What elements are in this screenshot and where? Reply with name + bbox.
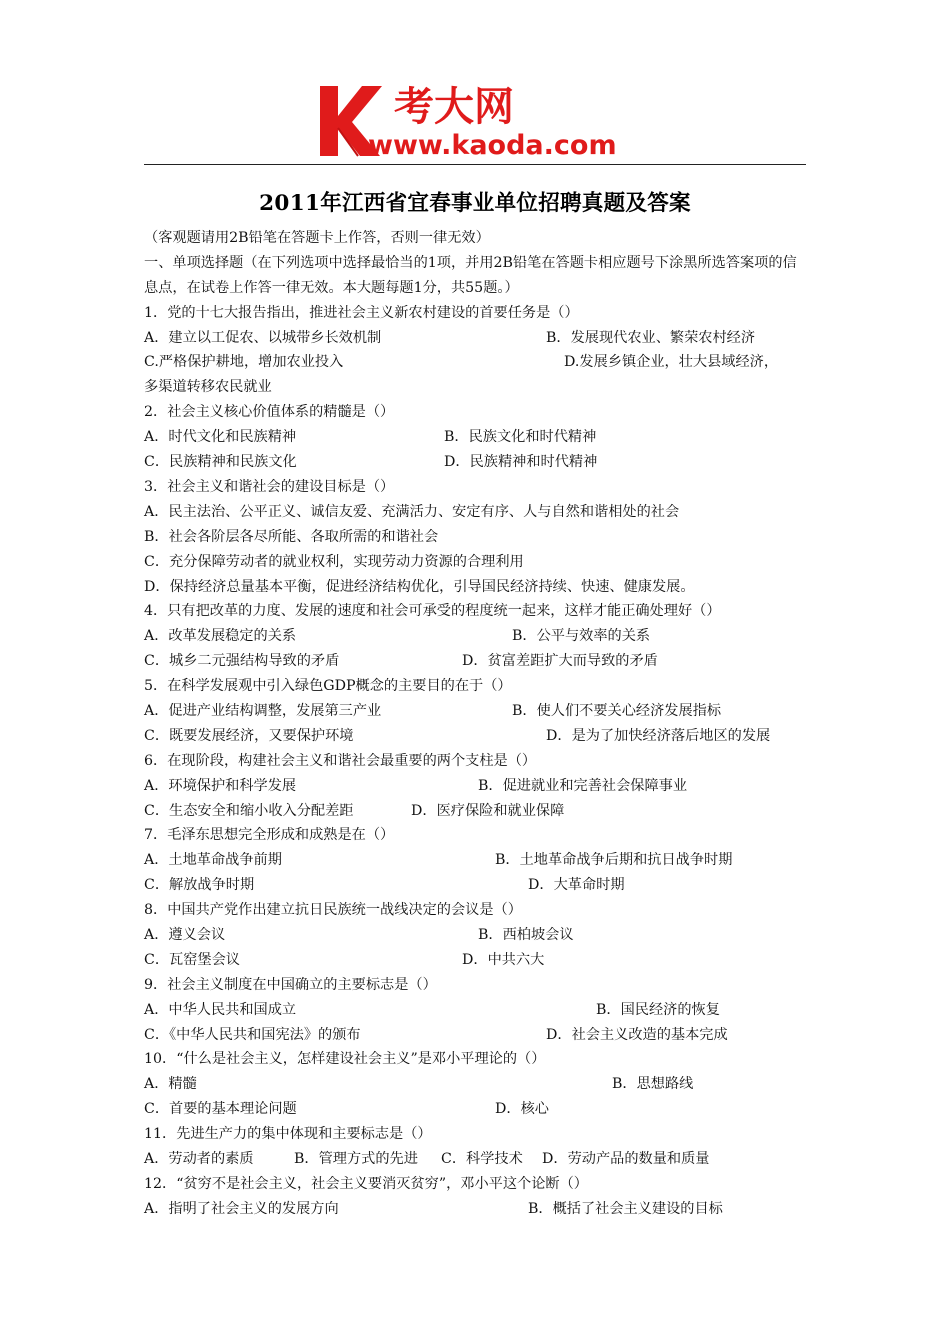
option-row [144, 1147, 808, 1172]
option-row [144, 699, 808, 724]
option-row [144, 1197, 808, 1222]
option-a: A．促进产业结构调整，发展第三产业 [144, 702, 382, 719]
option-d: D．贫富差距扩大而导致的矛盾 [462, 653, 658, 670]
page-title: 2011年江西省宜春事业单位招聘真题及答案 [259, 191, 691, 216]
question-stem: 1．党的十七大报告指出，推进社会主义新农村建设的首要任务是（） [144, 304, 579, 321]
option-d: D.发展乡镇企业，壮大县域经济， [564, 354, 779, 371]
question-stem: 8．中国共产党作出建立抗日民族统一战线决定的会议是（） [144, 902, 522, 919]
option-c: C.严格保护耕地，增加农业投入 [144, 354, 344, 371]
option-d: D．核心 [495, 1101, 549, 1118]
option-c: C．首要的基本理论问题 [144, 1101, 297, 1118]
option-continuation: 多渠道转移农民就业 [144, 379, 272, 396]
option-d: D．保持经济总量基本平衡，促进经济结构优化，引导国民经济持续、快速、健康发展。 [144, 578, 695, 595]
option-d: D．是为了加快经济落后地区的发展 [546, 727, 771, 744]
question-stem: 7．毛泽东思想完全形成和成熟是在（） [144, 827, 395, 844]
option-row [144, 724, 808, 749]
kaoda-logo [318, 76, 648, 162]
option-row [144, 425, 808, 450]
option-c: C．充分保障劳动者的就业权利，实现劳动力资源的合理利用 [144, 553, 524, 570]
option-row [144, 774, 808, 799]
header-divider [144, 164, 806, 165]
kaoda-logo-mark [318, 76, 648, 162]
option-a: A．改革发展稳定的关系 [144, 628, 297, 645]
option-a: A．民主法治、公平正义、诚信友爱、充满活力、安定有序、人与自然和谐相处的社会 [144, 503, 680, 520]
option-a: A．建立以工促农、以城带乡长效机制 [144, 329, 382, 346]
option-b: B．西柏坡会议 [478, 926, 574, 943]
option-d: D．中共六大 [462, 951, 545, 968]
option-row [144, 799, 808, 824]
option-row [144, 350, 808, 375]
option-c: C．既要发展经济，又要保护环境 [144, 727, 354, 744]
option-a: A．环境保护和科学发展 [144, 777, 297, 794]
option-row [144, 923, 808, 948]
option-row [144, 848, 808, 873]
option-c: C．解放战争时期 [144, 877, 255, 894]
option-b: B．概括了社会主义建设的目标 [528, 1200, 723, 1217]
logo-url-text: www.kaoda.com [368, 130, 617, 161]
logo-brand-text: 考大网 [394, 84, 514, 130]
option-b: B．促进就业和完善社会保障事业 [478, 777, 688, 794]
option-d: D．医疗保险和就业保障 [411, 802, 565, 819]
question-stem: 11．先进生产力的集中体现和主要标志是（） [144, 1126, 432, 1143]
question-stem: 12．“贫穷不是社会主义，社会主义要消灭贫穷”，邓小平这个论断（） [144, 1175, 588, 1192]
option-c: C．瓦窑堡会议 [144, 951, 240, 968]
option-b: B．民族文化和时代精神 [444, 429, 597, 446]
option-c: C．《中华人民共和国宪法》的颁布 [144, 1026, 361, 1043]
exam-content [144, 226, 808, 1222]
option-c: C．民族精神和民族文化 [144, 454, 297, 471]
option-b: B．发展现代农业、繁荣农村经济 [546, 329, 756, 346]
option-b: B．土地革命战争后期和抗日战争时期 [495, 852, 733, 869]
option-a: A．土地革命战争前期 [144, 852, 282, 869]
question-stem: 2．社会主义核心价值体系的精髓是（） [144, 404, 395, 421]
option-d: D．民族精神和时代精神 [444, 454, 598, 471]
option-row [144, 624, 808, 649]
option-a: A．劳动者的素质 [144, 1150, 254, 1167]
option-b: B．管理方式的先进 [294, 1150, 418, 1167]
option-a: A．遵义会议 [144, 926, 226, 943]
option-c: C．科学技术 [441, 1150, 523, 1167]
option-row [144, 1072, 808, 1097]
option-b: B．公平与效率的关系 [512, 628, 651, 645]
answer-note: （客观题请用2B铅笔在答题卡上作答，否则一律无效） [144, 230, 490, 246]
option-a: A．精髓 [144, 1076, 197, 1093]
question-stem: 10．“什么是社会主义，怎样建设社会主义”是邓小平理论的（） [144, 1051, 546, 1068]
option-a: A．中华人民共和国成立 [144, 1001, 297, 1018]
option-row [144, 1023, 808, 1048]
option-row [144, 998, 808, 1023]
option-d: D．劳动产品的数量和质量 [542, 1150, 710, 1167]
question-stem: 6．在现阶段，构建社会主义和谐社会最重要的两个支柱是（） [144, 752, 537, 769]
question-stem: 5．在科学发展观中引入绿色GDP概念的主要目的在于（） [144, 678, 512, 695]
section-heading: 一、单项选择题（在下列选项中选择最恰当的1项，并用2B铅笔在答题卡相应题号下涂黑所选答案项的信息点，在试卷上作答一律无效。本大题每题1分，共55题。） [144, 254, 797, 296]
option-row [144, 948, 808, 973]
option-b: B．社会各阶层各尽所能、各取所需的和谐社会 [144, 528, 439, 545]
option-b: B．国民经济的恢复 [596, 1001, 720, 1018]
option-b: B．思想路线 [612, 1076, 694, 1093]
option-d: D．大革命时期 [528, 877, 625, 894]
option-row [144, 873, 808, 898]
option-d: D．社会主义改造的基本完成 [546, 1026, 728, 1043]
option-row [144, 1097, 808, 1122]
option-b: B．使人们不要关心经济发展指标 [512, 702, 722, 719]
option-row [144, 649, 808, 674]
question-stem: 9．社会主义制度在中国确立的主要标志是（） [144, 976, 437, 993]
option-a: A．指明了社会主义的发展方向 [144, 1200, 339, 1217]
question-stem: 4．只有把改革的力度、发展的速度和社会可承受的程度统一起来，这样才能正确处理好（） [144, 603, 721, 620]
option-c: C．城乡二元强结构导致的矛盾 [144, 653, 340, 670]
option-a: A．时代文化和民族精神 [144, 429, 297, 446]
option-c: C．生态安全和缩小收入分配差距 [144, 802, 354, 819]
option-row [144, 326, 808, 351]
question-stem: 3．社会主义和谐社会的建设目标是（） [144, 478, 395, 495]
option-row [144, 450, 808, 475]
